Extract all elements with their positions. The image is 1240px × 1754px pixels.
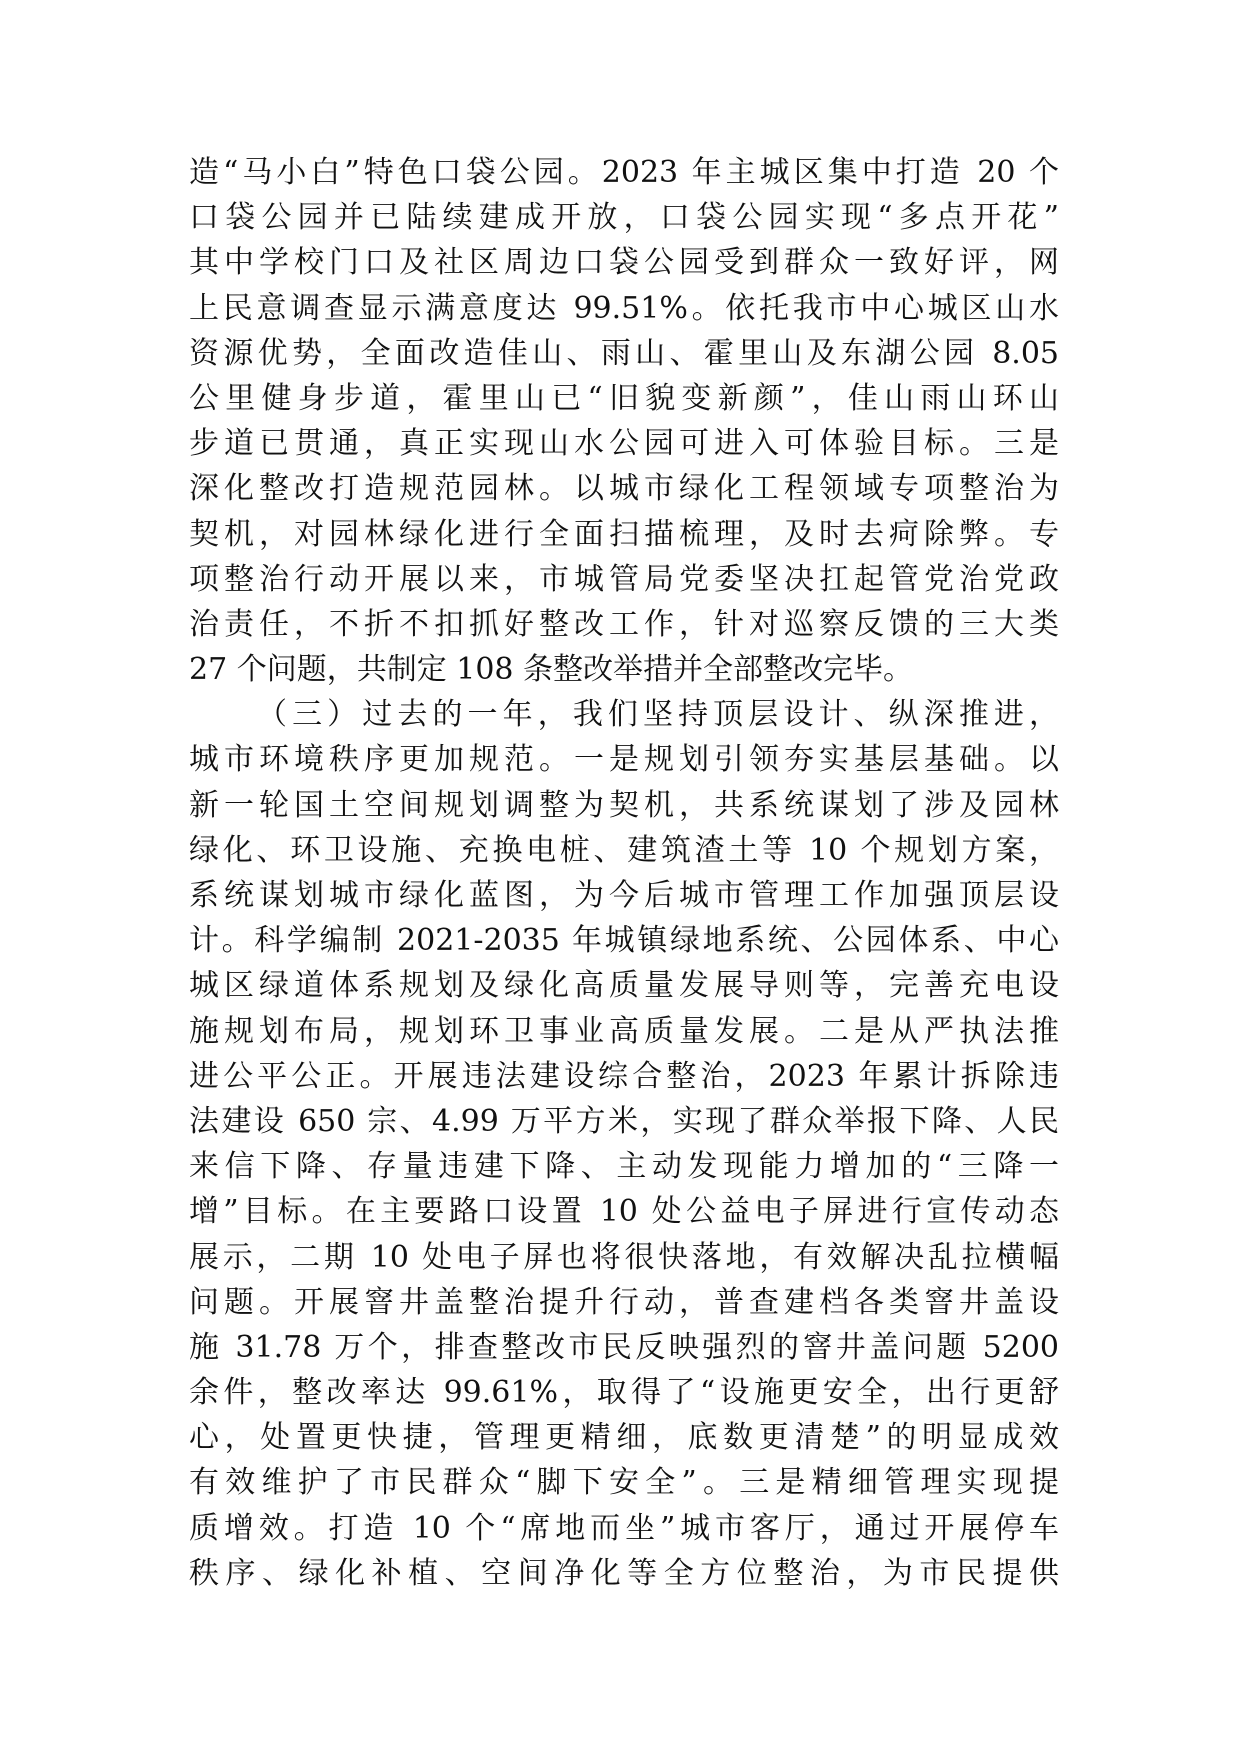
text-line: 上民意调查显示满意度达 99.51%。依托我市中心城区山水 [189, 290, 1059, 326]
text-line: 治责任，不折不扣抓好整改工作，针对巡察反馈的三大类 [189, 606, 1059, 642]
document-body [189, 150, 1059, 1596]
text-line: 深化整改打造规范园林。以城市绿化工程领域专项整治为 [189, 471, 1059, 507]
text-line: 口袋公园并已陆续建成开放，口袋公园实现“多点开花” [189, 200, 1059, 236]
text-line: 项整治行动开展以来，市城管局党委坚决扛起管党治党政 [189, 561, 1059, 597]
text-line: 造“马小白”特色口袋公园。2023 年主城区集中打造 20 个 [189, 155, 1059, 190]
text-line: 资源优势，全面改造佳山、雨山、霍里山及东湖公园 8.05 [189, 335, 1059, 371]
text-line: 系统谋划城市绿化蓝图，为今后城市管理工作加强顶层设 [189, 878, 1059, 913]
text-line: 心，处置更快捷，管理更精细，底数更清楚”的明显成效 [189, 1420, 1059, 1456]
text-line: 来信下降、存量违建下降、主动发现能力增加的“三降一 [189, 1149, 1059, 1185]
text-line: 有效维护了市民群众“脚下安全”。三是精细管理实现提 [189, 1465, 1059, 1501]
text-line: 公里健身步道，霍里山已“旧貌变新颜”，佳山雨山环山 [189, 380, 1059, 416]
text-line: 余件，整改率达 99.61%，取得了“设施更安全，出行更舒 [189, 1375, 1059, 1411]
paragraph-start-line: （三）过去的一年，我们坚持顶层设计、纵深推进， [257, 697, 1059, 733]
text-line: 施规划布局，规划环卫事业高质量发展。二是从严执法推 [189, 1013, 1059, 1049]
text-line: 法建设 650 宗、4.99 万平方米，实现了群众举报下降、人民 [189, 1103, 1059, 1139]
text-line: 施 31.78 万个，排查整改市民反映强烈的窨井盖问题 5200 [189, 1329, 1059, 1365]
text-line: 计。科学编制 2021-2035 年城镇绿地系统、公园体系、中心 [189, 923, 1059, 959]
text-line: 新一轮国土空间规划调整为契机，共系统谋划了涉及园林 [189, 787, 1059, 823]
text-line: 步道已贯通，真正实现山水公园可进入可体验目标。三是 [189, 426, 1059, 462]
text-line: 进公平公正。开展违法建设综合整治，2023 年累计拆除违 [189, 1058, 1059, 1094]
text-line: 质增效。打造 10 个“席地而坐”城市客厅，通过开展停车 [189, 1510, 1059, 1546]
text-line: 契机，对园林绿化进行全面扫描梳理，及时去疴除弊。专 [189, 516, 1059, 552]
text-line: 展示，二期 10 处电子屏也将很快落地，有效解决乱拉横幅 [189, 1239, 1059, 1275]
text-line: 增”目标。在主要路口设置 10 处公益电子屏进行宣传动态 [189, 1194, 1059, 1230]
text-line: 城区绿道体系规划及绿化高质量发展导则等，完善充电设 [189, 968, 1059, 1004]
text-line: 秩序、绿化补植、空间净化等全方位整治，为市民提供 [189, 1555, 1059, 1591]
text-line: 问题。开展窨井盖整治提升行动，普查建档各类窨井盖设 [189, 1284, 1059, 1320]
text-line: 绿化、环卫设施、充换电桩、建筑渣土等 10 个规划方案， [189, 832, 1059, 868]
paragraph-end-line: 27 个问题，共制定 108 条整改举措并全部整改完毕。 [189, 652, 914, 688]
text-line: 其中学校门口及社区周边口袋公园受到群众一致好评，网 [189, 245, 1059, 281]
text-line: 城市环境秩序更加规范。一是规划引领夯实基层基础。以 [189, 742, 1059, 778]
